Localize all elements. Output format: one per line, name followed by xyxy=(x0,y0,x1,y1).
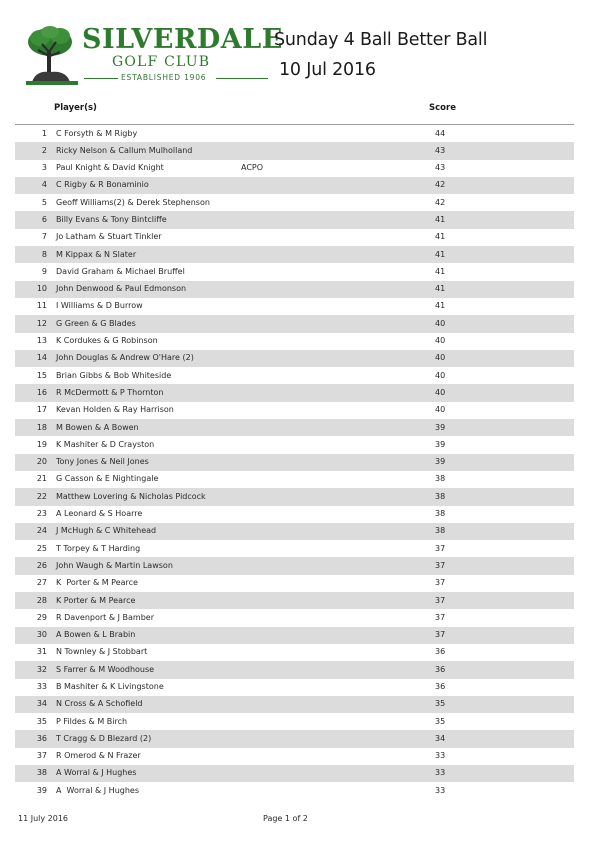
players-cell: John Douglas & Andrew O'Hare (2) xyxy=(56,353,194,363)
position-cell: 35 xyxy=(36,716,47,726)
position-cell: 19 xyxy=(36,439,47,449)
players-cell: M Bowen & A Bowen xyxy=(56,422,139,432)
score-cell: 38 xyxy=(435,491,446,501)
position-cell: 24 xyxy=(36,526,47,536)
players-cell: S Farrer & M Woodhouse xyxy=(56,664,155,674)
score-cell: 37 xyxy=(435,612,446,622)
table-row xyxy=(15,160,574,177)
table-row xyxy=(15,298,574,315)
players-cell: K Cordukes & G Robinson xyxy=(56,336,158,346)
position-cell: 3 xyxy=(41,163,47,173)
score-cell: 40 xyxy=(435,405,446,415)
competition-date: 10 Jul 2016 xyxy=(279,60,376,80)
position-cell: 28 xyxy=(36,595,47,605)
position-cell: 8 xyxy=(41,249,47,259)
table-row xyxy=(15,730,574,747)
score-cell: 36 xyxy=(435,647,446,657)
position-cell: 32 xyxy=(36,664,47,674)
table-row xyxy=(15,333,574,350)
position-cell: 13 xyxy=(36,336,47,346)
table-row xyxy=(15,263,574,280)
players-cell: C Forsyth & M Rigby xyxy=(56,128,138,138)
table-row xyxy=(15,454,574,471)
score-cell: 43 xyxy=(435,163,446,173)
position-cell: 27 xyxy=(36,578,47,588)
players-cell: Paul Knight & David Knight xyxy=(56,163,164,173)
players-cell: K Mashiter & D Crayston xyxy=(56,439,155,449)
table-row xyxy=(15,194,574,211)
score-cell: 37 xyxy=(435,560,446,570)
table-row xyxy=(15,765,574,782)
score-cell: 40 xyxy=(435,353,446,363)
score-cell: 40 xyxy=(435,318,446,328)
position-cell: 16 xyxy=(36,387,47,397)
position-cell: 12 xyxy=(36,318,47,328)
footer-page-number: Page 1 of 2 xyxy=(263,814,308,823)
score-cell: 37 xyxy=(435,630,446,640)
score-cell: 40 xyxy=(435,336,446,346)
score-cell: 37 xyxy=(435,578,446,588)
table-row xyxy=(15,748,574,765)
table-row xyxy=(15,488,574,505)
table-row xyxy=(15,229,574,246)
position-cell: 22 xyxy=(36,491,47,501)
position-cell: 10 xyxy=(36,284,47,294)
score-cell: 33 xyxy=(435,751,446,761)
table-row xyxy=(15,419,574,436)
table-row xyxy=(15,177,574,194)
club-name: SILVERDALE xyxy=(82,24,283,55)
players-cell: A Bowen & L Brabin xyxy=(56,630,136,640)
players-cell: K Porter & M Pearce xyxy=(56,578,138,588)
position-cell: 21 xyxy=(36,474,47,484)
position-cell: 18 xyxy=(36,422,47,432)
table-row xyxy=(15,592,574,609)
players-cell: J McHugh & C Whitehead xyxy=(56,526,157,536)
score-cell: 39 xyxy=(435,457,446,467)
score-cell: 38 xyxy=(435,526,446,536)
position-cell: 17 xyxy=(36,405,47,415)
players-cell: Tony Jones & Neil Jones xyxy=(56,457,149,467)
score-cell: 41 xyxy=(435,284,446,294)
club-subname: GOLF CLUB xyxy=(112,54,211,70)
score-cell: 41 xyxy=(435,214,446,224)
score-cell: 36 xyxy=(435,682,446,691)
players-cell: Geoff Williams(2) & Derek Stephenson xyxy=(56,197,210,207)
position-cell: 5 xyxy=(41,197,47,207)
position-cell: 9 xyxy=(41,266,47,276)
table-row xyxy=(15,281,574,298)
table-row xyxy=(15,471,574,488)
table-row xyxy=(15,350,574,367)
table-row xyxy=(15,402,574,419)
players-cell: R McDermott & P Thornton xyxy=(56,387,164,397)
position-cell: 15 xyxy=(36,370,47,380)
table-row xyxy=(15,523,574,540)
players-cell: Kevan Holden & Ray Harrison xyxy=(56,405,174,415)
table-row xyxy=(15,540,574,557)
score-cell: 35 xyxy=(435,716,446,726)
table-row xyxy=(15,575,574,592)
table-row xyxy=(15,782,574,799)
table-row xyxy=(15,713,574,730)
players-cell: Jo Latham & Stuart Tinkler xyxy=(56,232,162,242)
table-row xyxy=(15,557,574,574)
score-cell: 39 xyxy=(435,439,446,449)
table-row xyxy=(15,384,574,401)
position-cell: 29 xyxy=(36,612,47,622)
players-cell: R Davenport & J Bamber xyxy=(56,612,154,622)
score-cell: 34 xyxy=(435,733,446,743)
score-cell: 35 xyxy=(435,699,446,709)
position-cell: 1 xyxy=(41,128,47,138)
position-cell: 30 xyxy=(36,630,47,640)
score-cell: 37 xyxy=(435,543,446,553)
players-cell: David Graham & Michael Bruffel xyxy=(56,266,185,276)
table-row xyxy=(15,679,574,696)
players-cell: C Rigby & R Bonaminio xyxy=(56,180,149,190)
score-cell: 33 xyxy=(435,785,446,795)
score-cell: 38 xyxy=(435,474,446,484)
results-table xyxy=(15,125,574,800)
position-cell: 2 xyxy=(41,145,47,155)
players-cell: A Leonard & S Hoarre xyxy=(56,509,143,519)
score-cell: 42 xyxy=(435,197,446,207)
players-cell: B Mashiter & K Livingstone xyxy=(56,682,164,691)
players-cell: M Kippax & N Slater xyxy=(56,249,137,259)
score-cell: 41 xyxy=(435,301,446,311)
table-row xyxy=(15,661,574,678)
players-cell: R Omerod & N Frazer xyxy=(56,751,141,761)
players-cell: Brian Gibbs & Bob Whiteside xyxy=(56,370,172,380)
position-cell: 31 xyxy=(36,647,47,657)
score-cell: 41 xyxy=(435,266,446,276)
position-cell: 7 xyxy=(41,232,47,242)
players-cell: John Denwood & Paul Edmonson xyxy=(56,284,187,294)
club-logo xyxy=(26,22,283,88)
score-cell: 37 xyxy=(435,595,446,605)
players-cell: A Worral & J Hughes xyxy=(56,768,137,778)
players-cell: T Torpey & T Harding xyxy=(56,543,141,553)
score-column-header: Score xyxy=(429,103,456,113)
competition-title: Sunday 4 Ball Better Ball xyxy=(274,30,488,50)
position-cell: 25 xyxy=(36,543,47,553)
table-row xyxy=(15,436,574,453)
table-row xyxy=(15,142,574,159)
table-row xyxy=(15,367,574,384)
score-cell: 39 xyxy=(435,422,446,432)
players-cell: K Porter & M Pearce xyxy=(56,595,136,605)
score-cell: 41 xyxy=(435,249,446,259)
players-cell: N Cross & A Schofield xyxy=(56,699,143,709)
score-cell: 40 xyxy=(435,387,446,397)
table-row xyxy=(15,644,574,661)
position-cell: 20 xyxy=(36,457,47,467)
position-cell: 34 xyxy=(36,699,47,709)
score-cell: 43 xyxy=(435,145,446,155)
established-text: ESTABLISHED 1906 xyxy=(121,73,207,82)
players-cell: N Townley & J Stobbart xyxy=(56,647,148,657)
score-cell: 41 xyxy=(435,232,446,242)
position-cell: 23 xyxy=(36,509,47,519)
table-row xyxy=(15,696,574,713)
position-cell: 33 xyxy=(36,682,47,691)
table-row xyxy=(15,315,574,332)
position-cell: 36 xyxy=(36,733,47,743)
score-cell: 36 xyxy=(435,664,446,674)
position-cell: 4 xyxy=(41,180,47,190)
players-cell: I Williams & D Burrow xyxy=(56,301,143,311)
score-cell: 44 xyxy=(435,128,446,138)
players-cell: P Fildes & M Birch xyxy=(56,716,128,726)
table-row xyxy=(15,506,574,523)
table-row xyxy=(15,246,574,263)
table-row xyxy=(15,609,574,626)
players-cell: G Casson & E Nightingale xyxy=(56,474,159,484)
players-cell: Billy Evans & Tony Bintcliffe xyxy=(56,214,167,224)
position-cell: 37 xyxy=(36,751,47,761)
table-row xyxy=(15,125,574,142)
players-cell: A Worral & J Hughes xyxy=(56,785,140,795)
players-cell: John Waugh & Martin Lawson xyxy=(56,560,173,570)
position-cell: 26 xyxy=(36,560,47,570)
note-cell: ACPO xyxy=(241,163,264,173)
footer-date: 11 July 2016 xyxy=(18,814,69,823)
logo-rule-left xyxy=(84,78,118,79)
score-cell: 42 xyxy=(435,180,446,190)
score-cell: 33 xyxy=(435,768,446,778)
position-cell: 11 xyxy=(36,301,47,311)
position-cell: 39 xyxy=(36,785,47,795)
logo-rule-right xyxy=(216,78,268,79)
score-cell: 38 xyxy=(435,509,446,519)
players-cell: T Cragg & D Blezard (2) xyxy=(56,733,152,743)
table-row xyxy=(15,627,574,644)
players-cell: G Green & G Blades xyxy=(56,318,136,328)
position-cell: 38 xyxy=(36,768,47,778)
players-cell: Matthew Lovering & Nicholas Pidcock xyxy=(56,491,206,501)
players-cell: Ricky Nelson & Callum Mulholland xyxy=(56,145,193,155)
players-column-header: Player(s) xyxy=(54,103,97,113)
position-cell: 6 xyxy=(41,214,47,224)
score-cell: 40 xyxy=(435,370,446,380)
table-row xyxy=(15,211,574,228)
position-cell: 14 xyxy=(36,353,47,363)
